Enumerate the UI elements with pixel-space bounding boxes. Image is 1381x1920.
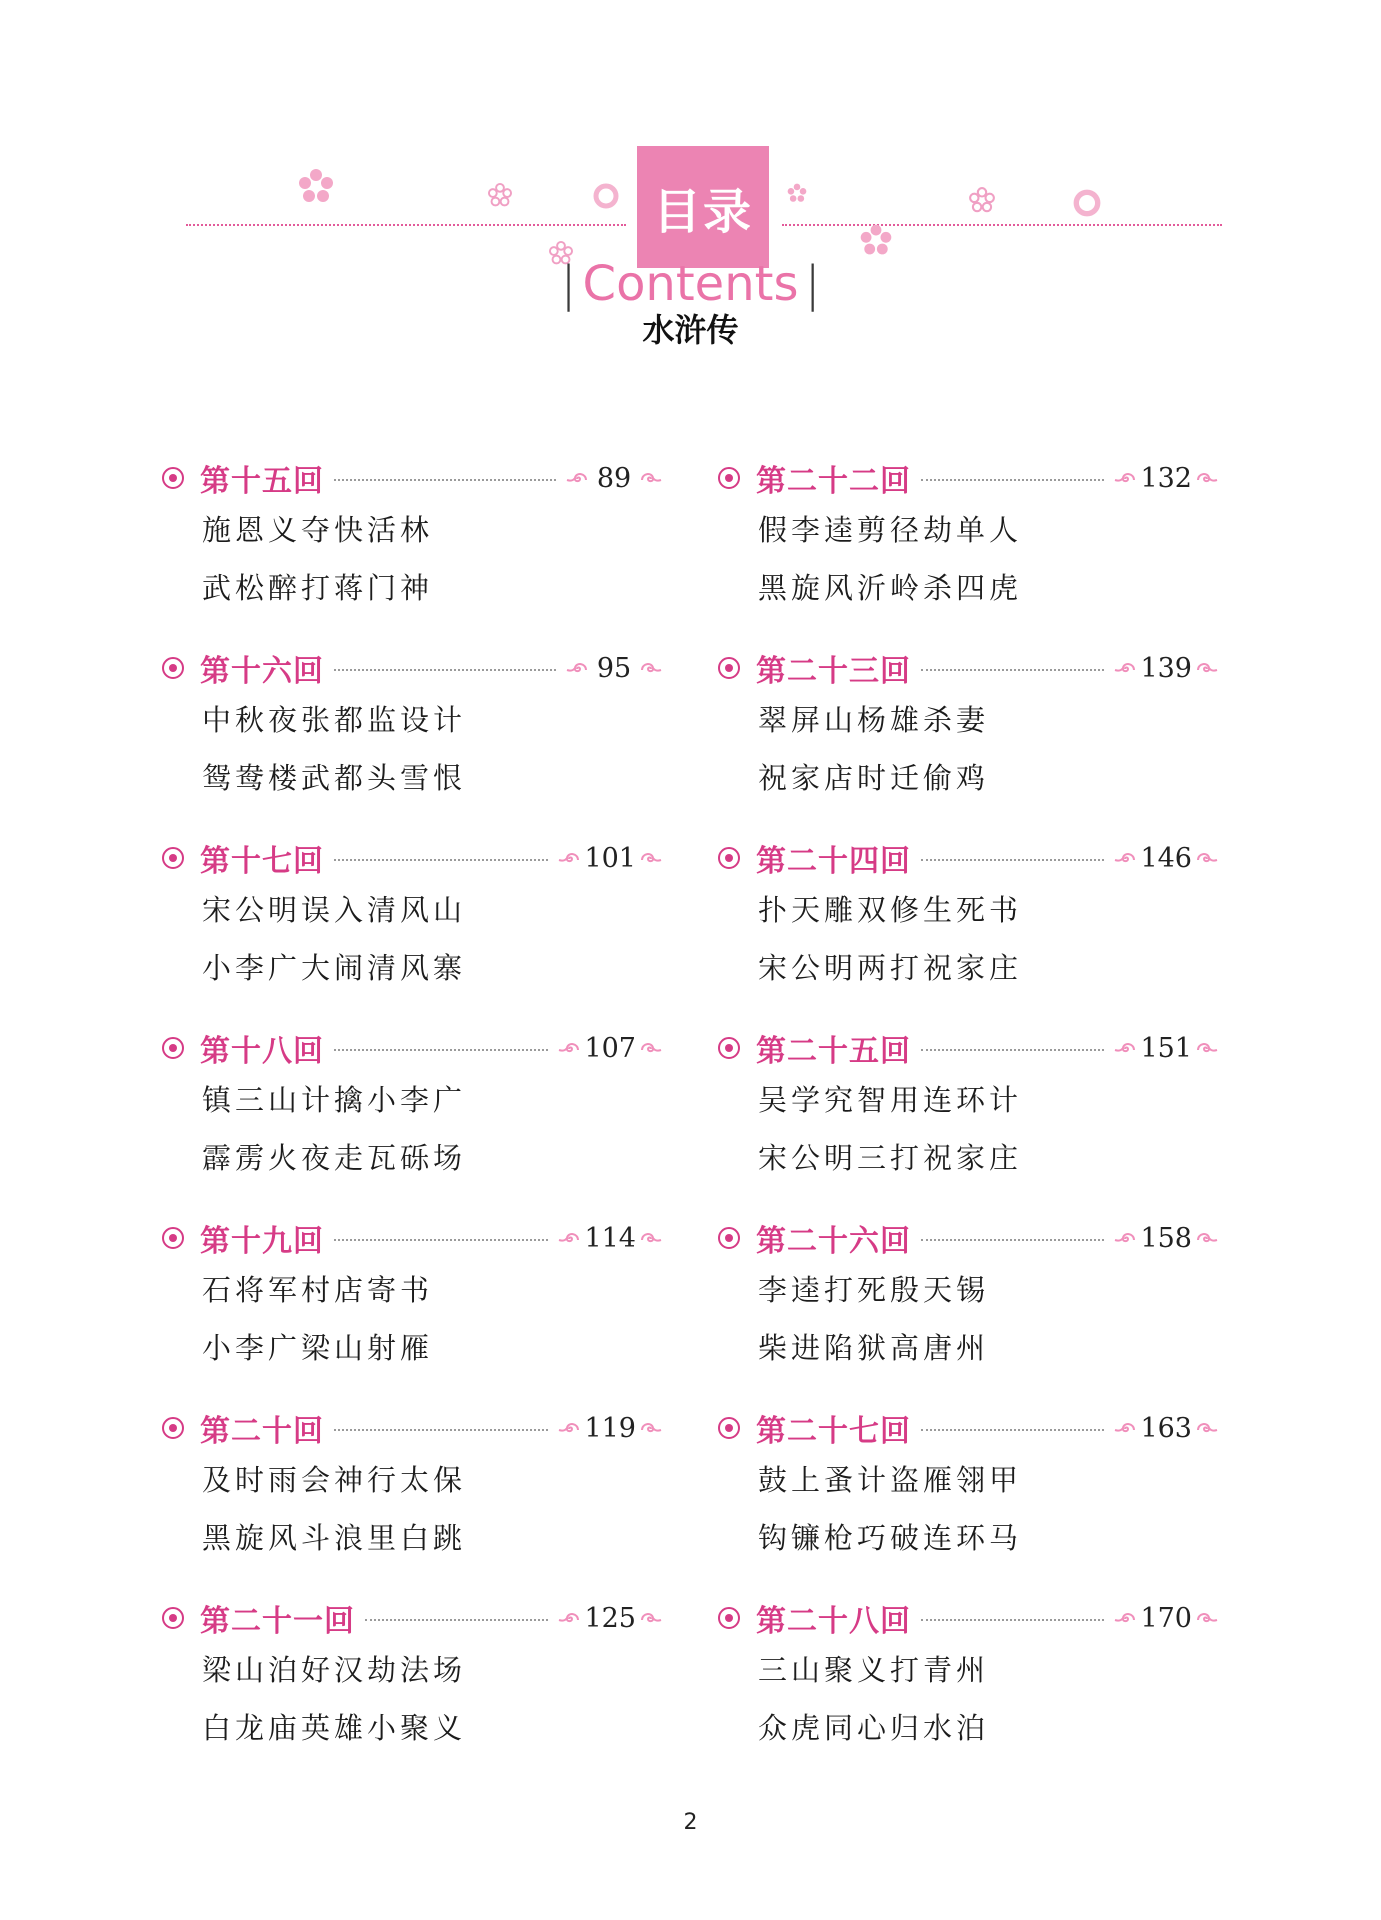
bullet-icon xyxy=(718,1417,740,1439)
chapter-title: 第十八回 xyxy=(200,1034,324,1069)
toc-entry[interactable] xyxy=(718,1595,1218,1785)
bullet-icon xyxy=(718,467,740,489)
chapter-page-number: 163 xyxy=(1140,1412,1192,1444)
chapter-subtitle-line: 吴学究智用连环计 xyxy=(758,1083,1023,1117)
chapter-page-number: 158 xyxy=(1140,1222,1192,1254)
chapter-page-number: 107 xyxy=(584,1032,636,1064)
chapter-title: 第十六回 xyxy=(200,654,324,689)
flower-icon xyxy=(296,166,336,206)
toc-entry[interactable] xyxy=(718,455,1218,645)
flower-icon xyxy=(786,182,808,204)
chapter-subtitle-line: 假李逵剪径劫单人 xyxy=(758,513,1023,547)
chapter-page-number: 89 xyxy=(596,462,632,494)
swirl-ornament-icon xyxy=(640,1040,662,1056)
chapter-subtitle-line: 祝家店时迁偷鸡 xyxy=(758,761,990,795)
bullet-icon xyxy=(718,1037,740,1059)
toc-entry[interactable] xyxy=(718,835,1218,1025)
page-reference xyxy=(558,843,662,874)
page-reference xyxy=(558,1603,662,1634)
dot-leader xyxy=(334,1049,548,1051)
swirl-ornament-icon xyxy=(1114,1420,1136,1436)
chapter-title: 第二十一回 xyxy=(200,1604,355,1639)
header-dotted-rule-left xyxy=(186,224,626,226)
chapter-page-number: 114 xyxy=(584,1222,636,1254)
bullet-icon xyxy=(162,657,184,679)
page-reference xyxy=(558,1033,662,1064)
chapter-subtitle-line: 宋公明三打祝家庄 xyxy=(758,1141,1023,1175)
swirl-ornament-icon xyxy=(566,470,588,486)
chapter-subtitle-line: 及时雨会神行太保 xyxy=(202,1463,467,1497)
dot-leader xyxy=(921,1049,1104,1051)
swirl-ornament-icon xyxy=(558,850,580,866)
swirl-ornament-icon xyxy=(558,1040,580,1056)
chapter-row[interactable] xyxy=(162,1405,662,1451)
chapter-subtitle-line: 中秋夜张都监设计 xyxy=(202,703,467,737)
page-number: 2 xyxy=(683,1810,698,1835)
swirl-ornament-icon xyxy=(1114,660,1136,676)
chapter-page-number: 151 xyxy=(1140,1032,1192,1064)
chapter-title: 第二十七回 xyxy=(756,1414,911,1449)
bullet-icon xyxy=(718,1607,740,1629)
bullet-icon xyxy=(718,847,740,869)
chapter-subtitle-line: 霹雳火夜走瓦砾场 xyxy=(202,1141,467,1175)
swirl-ornament-icon xyxy=(1196,1610,1218,1626)
flower-icon xyxy=(487,182,513,208)
page-reference xyxy=(1114,843,1218,874)
chapter-subtitle-line: 鸳鸯楼武都头雪恨 xyxy=(202,761,467,795)
chapter-row[interactable] xyxy=(718,1025,1218,1071)
chapter-page-number: 101 xyxy=(584,842,636,874)
chapter-title: 第十九回 xyxy=(200,1224,324,1259)
ring-icon xyxy=(592,182,620,210)
dot-leader xyxy=(334,859,548,861)
chapter-subtitle-line: 白龙庙英雄小聚义 xyxy=(202,1711,467,1745)
swirl-ornament-icon xyxy=(640,1230,662,1246)
chapter-row[interactable] xyxy=(162,645,662,691)
swirl-ornament-icon xyxy=(1114,1040,1136,1056)
swirl-ornament-icon xyxy=(640,850,662,866)
chapter-row[interactable] xyxy=(718,645,1218,691)
chapter-page-number: 119 xyxy=(584,1412,636,1444)
swirl-ornament-icon xyxy=(1196,660,1218,676)
chapter-subtitle-line: 宋公明误入清风山 xyxy=(202,893,467,927)
chapter-subtitle-line: 众虎同心归水泊 xyxy=(758,1711,990,1745)
chapter-subtitle-line: 宋公明两打祝家庄 xyxy=(758,951,1023,985)
chapter-title: 第二十回 xyxy=(200,1414,324,1449)
chapter-page-number: 139 xyxy=(1140,652,1192,684)
swirl-ornament-icon xyxy=(1114,470,1136,486)
dot-leader xyxy=(921,479,1104,481)
chapter-row[interactable] xyxy=(162,835,662,881)
swirl-ornament-icon xyxy=(640,1610,662,1626)
chapter-title: 第二十六回 xyxy=(756,1224,911,1259)
page-reference xyxy=(1114,1223,1218,1254)
swirl-ornament-icon xyxy=(1114,850,1136,866)
bullet-icon xyxy=(162,1607,184,1629)
chapter-title: 第十五回 xyxy=(200,464,324,499)
dot-leader xyxy=(921,1429,1104,1431)
toc-entry[interactable] xyxy=(162,835,662,1025)
chapter-row[interactable] xyxy=(162,1215,662,1261)
chapter-subtitle-line: 镇三山计擒小李广 xyxy=(202,1083,467,1117)
chapter-row[interactable] xyxy=(162,1025,662,1071)
dot-leader xyxy=(334,1429,548,1431)
dot-leader xyxy=(334,1239,548,1241)
header-dotted-rule-right xyxy=(782,224,1222,226)
dot-leader xyxy=(921,1239,1104,1241)
swirl-ornament-icon xyxy=(640,1420,662,1436)
chapter-row[interactable] xyxy=(162,455,662,501)
toc-entry[interactable] xyxy=(718,1405,1218,1595)
chapter-subtitle-line: 扑天雕双修生死书 xyxy=(758,893,1023,927)
chapter-page-number: 146 xyxy=(1140,842,1192,874)
chapter-title: 第二十五回 xyxy=(756,1034,911,1069)
chapter-row[interactable] xyxy=(718,1405,1218,1451)
page-reference xyxy=(1114,1603,1218,1634)
toc-entry[interactable] xyxy=(718,1025,1218,1215)
dot-leader xyxy=(921,1619,1104,1621)
page-reference xyxy=(1114,653,1218,684)
header xyxy=(0,0,1381,400)
flower-icon xyxy=(968,186,996,214)
chapter-title: 第二十八回 xyxy=(756,1604,911,1639)
chapter-subtitle-line: 黑旋风斗浪里白跳 xyxy=(202,1521,467,1555)
swirl-ornament-icon xyxy=(1196,850,1218,866)
toc-column-left xyxy=(162,455,662,1785)
dot-leader xyxy=(921,859,1104,861)
swirl-ornament-icon xyxy=(640,660,662,676)
bullet-icon xyxy=(162,1037,184,1059)
bullet-icon xyxy=(162,467,184,489)
page-reference xyxy=(558,1223,662,1254)
swirl-ornament-icon xyxy=(1196,1230,1218,1246)
page-reference xyxy=(566,653,662,684)
chapter-subtitle-line: 武松醉打蒋门神 xyxy=(202,571,434,605)
swirl-ornament-icon xyxy=(566,660,588,676)
chapter-title: 第二十四回 xyxy=(756,844,911,879)
swirl-ornament-icon xyxy=(1196,470,1218,486)
chapter-title: 第二十二回 xyxy=(756,464,911,499)
swirl-ornament-icon xyxy=(640,470,662,486)
chapter-subtitle-line: 石将军村店寄书 xyxy=(202,1273,434,1307)
chapter-title: 第十七回 xyxy=(200,844,324,879)
swirl-ornament-icon xyxy=(558,1610,580,1626)
toc-entry[interactable] xyxy=(162,645,662,835)
chapter-subtitle-line: 柴进陷狱高唐州 xyxy=(758,1331,990,1365)
book-title: 水浒传 xyxy=(642,311,739,349)
chapter-subtitle-line: 施恩义夺快活林 xyxy=(202,513,434,547)
toc-entry[interactable] xyxy=(718,645,1218,835)
swirl-ornament-icon xyxy=(558,1230,580,1246)
page-reference xyxy=(566,463,662,494)
swirl-ornament-icon xyxy=(1114,1230,1136,1246)
chapter-subtitle-line: 小李广梁山射雁 xyxy=(202,1331,434,1365)
chapter-page-number: 132 xyxy=(1140,462,1192,494)
dot-leader xyxy=(365,1619,548,1621)
page-title: 目录 xyxy=(637,146,769,268)
chapter-subtitle-line: 三山聚义打青州 xyxy=(758,1653,990,1687)
bullet-icon xyxy=(718,657,740,679)
toc-entry[interactable] xyxy=(718,1215,1218,1405)
chapter-subtitle-line: 翠屏山杨雄杀妻 xyxy=(758,703,990,737)
page-reference xyxy=(558,1413,662,1444)
chapter-title: 第二十三回 xyxy=(756,654,911,689)
dot-leader xyxy=(334,479,556,481)
page-reference xyxy=(1114,463,1218,494)
swirl-ornament-icon xyxy=(1114,1610,1136,1626)
chapter-subtitle-line: 黑旋风沂岭杀四虎 xyxy=(758,571,1023,605)
chapter-row[interactable] xyxy=(718,835,1218,881)
page-reference xyxy=(1114,1033,1218,1064)
bullet-icon xyxy=(162,847,184,869)
chapter-subtitle-line: 鼓上蚤计盗雁翎甲 xyxy=(758,1463,1023,1497)
chapter-row[interactable] xyxy=(718,455,1218,501)
toc-entry[interactable] xyxy=(162,1215,662,1405)
flower-icon xyxy=(858,222,894,258)
contents-heading: | Contents | xyxy=(560,256,821,312)
toc-entry[interactable] xyxy=(162,1405,662,1595)
toc-entry[interactable] xyxy=(162,455,662,645)
swirl-ornament-icon xyxy=(1196,1420,1218,1436)
bullet-icon xyxy=(162,1227,184,1249)
toc-column-right xyxy=(718,455,1218,1785)
chapter-page-number: 95 xyxy=(596,652,632,684)
bullet-icon xyxy=(718,1227,740,1249)
dot-leader xyxy=(334,669,556,671)
toc-entry[interactable] xyxy=(162,1595,662,1785)
chapter-subtitle-line: 小李广大闹清风寨 xyxy=(202,951,467,985)
swirl-ornament-icon xyxy=(1196,1040,1218,1056)
chapter-page-number: 170 xyxy=(1140,1602,1192,1634)
dot-leader xyxy=(921,669,1104,671)
chapter-row[interactable] xyxy=(718,1215,1218,1261)
swirl-ornament-icon xyxy=(558,1420,580,1436)
chapter-subtitle-line: 钩镰枪巧破连环马 xyxy=(758,1521,1023,1555)
bullet-icon xyxy=(162,1417,184,1439)
chapter-page-number: 125 xyxy=(584,1602,636,1634)
chapter-subtitle-line: 梁山泊好汉劫法场 xyxy=(202,1653,467,1687)
chapter-row[interactable] xyxy=(162,1595,662,1641)
chapter-row[interactable] xyxy=(718,1595,1218,1641)
toc-entry[interactable] xyxy=(162,1025,662,1215)
ring-icon xyxy=(1072,188,1102,218)
page-reference xyxy=(1114,1413,1218,1444)
chapter-subtitle-line: 李逵打死殷天锡 xyxy=(758,1273,990,1307)
